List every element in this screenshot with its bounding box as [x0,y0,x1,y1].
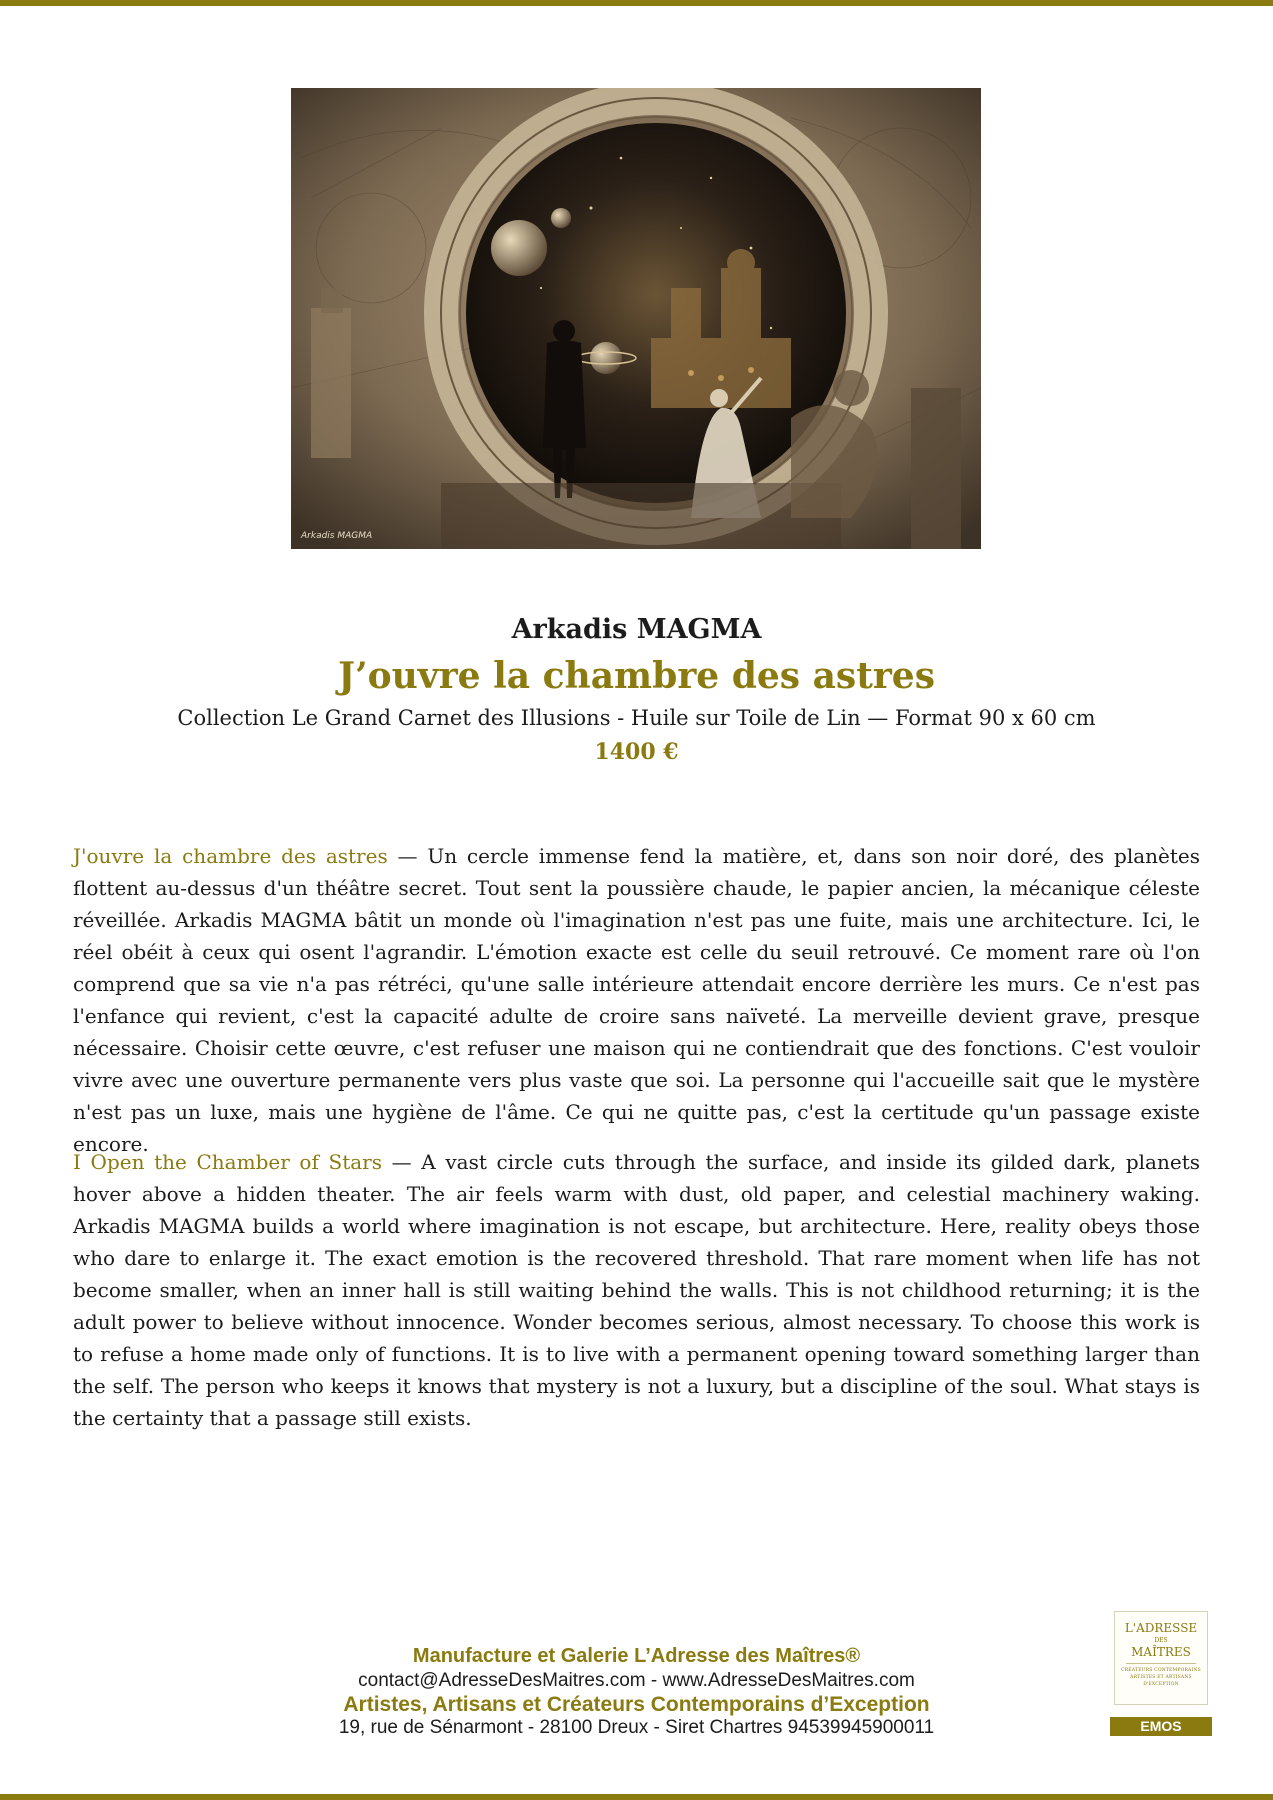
footer-contact: contact@AdresseDesMaitres.com - www.AdresseDesMaitres.com [358,1670,915,1691]
logo-line-4: CRÉATEURS CONTEMPORAINS ARTISTES ET ARTISANS D'EXCEPTION [1121,1668,1201,1687]
description-french-lead: J'ouvre la chambre des astres [73,844,388,868]
artwork-price: 1400 € [594,739,679,765]
emos-badge: EMOS [1110,1717,1212,1736]
footer-address: 19, rue de Sénarmont - 28100 Dreux - Siret Chartres 94539945900011 [338,1717,935,1738]
artwork-title: J’ouvre la chambre des astres [338,655,935,697]
logo-line-3: MAÎTRES [1131,1645,1191,1659]
artist-name: Arkadis MAGMA [511,614,762,645]
footer-tagline: Artistes, Artisans et Créateurs Contemporains d’Exception [343,1693,930,1716]
gallery-logo [1114,1611,1208,1705]
description-english-lead: I Open the Chamber of Stars [73,1150,382,1174]
description-english-body: — A vast circle cuts through the surface, and inside its gilded dark, planets hover above a hidden theater. The air feels warm with dust, old paper, and celestial machinery waking. Arkadis MAGMA builds a world where imagination is not escape, but architecture. Here, reality obeys those who dare to enlarge it. The exact emotion is the recovered threshold. That rare moment when life has not become smaller, when an inner hall is still waiting behind the walls. This is not childhood returning; it is the adult power to believe without innocence. Wonder becomes serious, almost necessary. To choose this work is to refuse a home made only of functions. It is to live with a permanent opening toward something larger than the self. The person who keeps it knows that mystery is not a luxury, but a discipline of the soul. What stays is the certainty that a passage still exists. [73,1150,1200,1430]
logo-line-1: L'ADRESSE [1124,1621,1198,1635]
artwork-subtitle: Collection Le Grand Carnet des Illusions - Huile sur Toile de Lin — Format 90 x 60 cm [177,706,1096,730]
description-english [73,1146,1200,1434]
top-accent-bar [0,0,1273,6]
logo-line-2: DES [1154,1637,1168,1644]
logo-divider [1126,1663,1196,1664]
bottom-accent-bar [0,1794,1273,1800]
artwork-image [291,88,981,549]
artwork-signature: Arkadis MAGMA [301,531,373,541]
description-french [73,840,1200,1160]
description-french-body: — Un cercle immense fend la matière, et, dans son noir doré, des planètes flottent au-dessus d'un théâtre secret. Tout sent la poussière chaude, le papier ancien, la mécanique céleste réveillée. Arkadis MAGMA bâtit un monde où l'imagination n'est pas une fuite, mais une architecture. Ici, le réel obéit à ceux qui osent l'agrandir. L'émotion exacte est celle du seuil retrouvé. Ce moment rare où l'on comprend que sa vie n'a pas rétréci, qu'une salle intérieure attendait encore derrière les murs. Ce n'est pas l'enfance qui revient, c'est la capacité adulte de croire sans naïveté. La merveille devient grave, presque nécessaire. Choisir cette œuvre, c'est refuser une maison qui ne contiendrait que des fonctions. C'est vouloir vivre avec une ouverture permanente vers plus vaste que soi. La personne qui l'accueille sait que le mystère n'est pas un luxe, mais une hygiène de l'âme. Ce qui ne quitte pas, c'est la certitude qu'un passage existe encore. [73,844,1200,1156]
footer-company: Manufacture et Galerie L’Adresse des Maîtres® [412,1645,861,1667]
